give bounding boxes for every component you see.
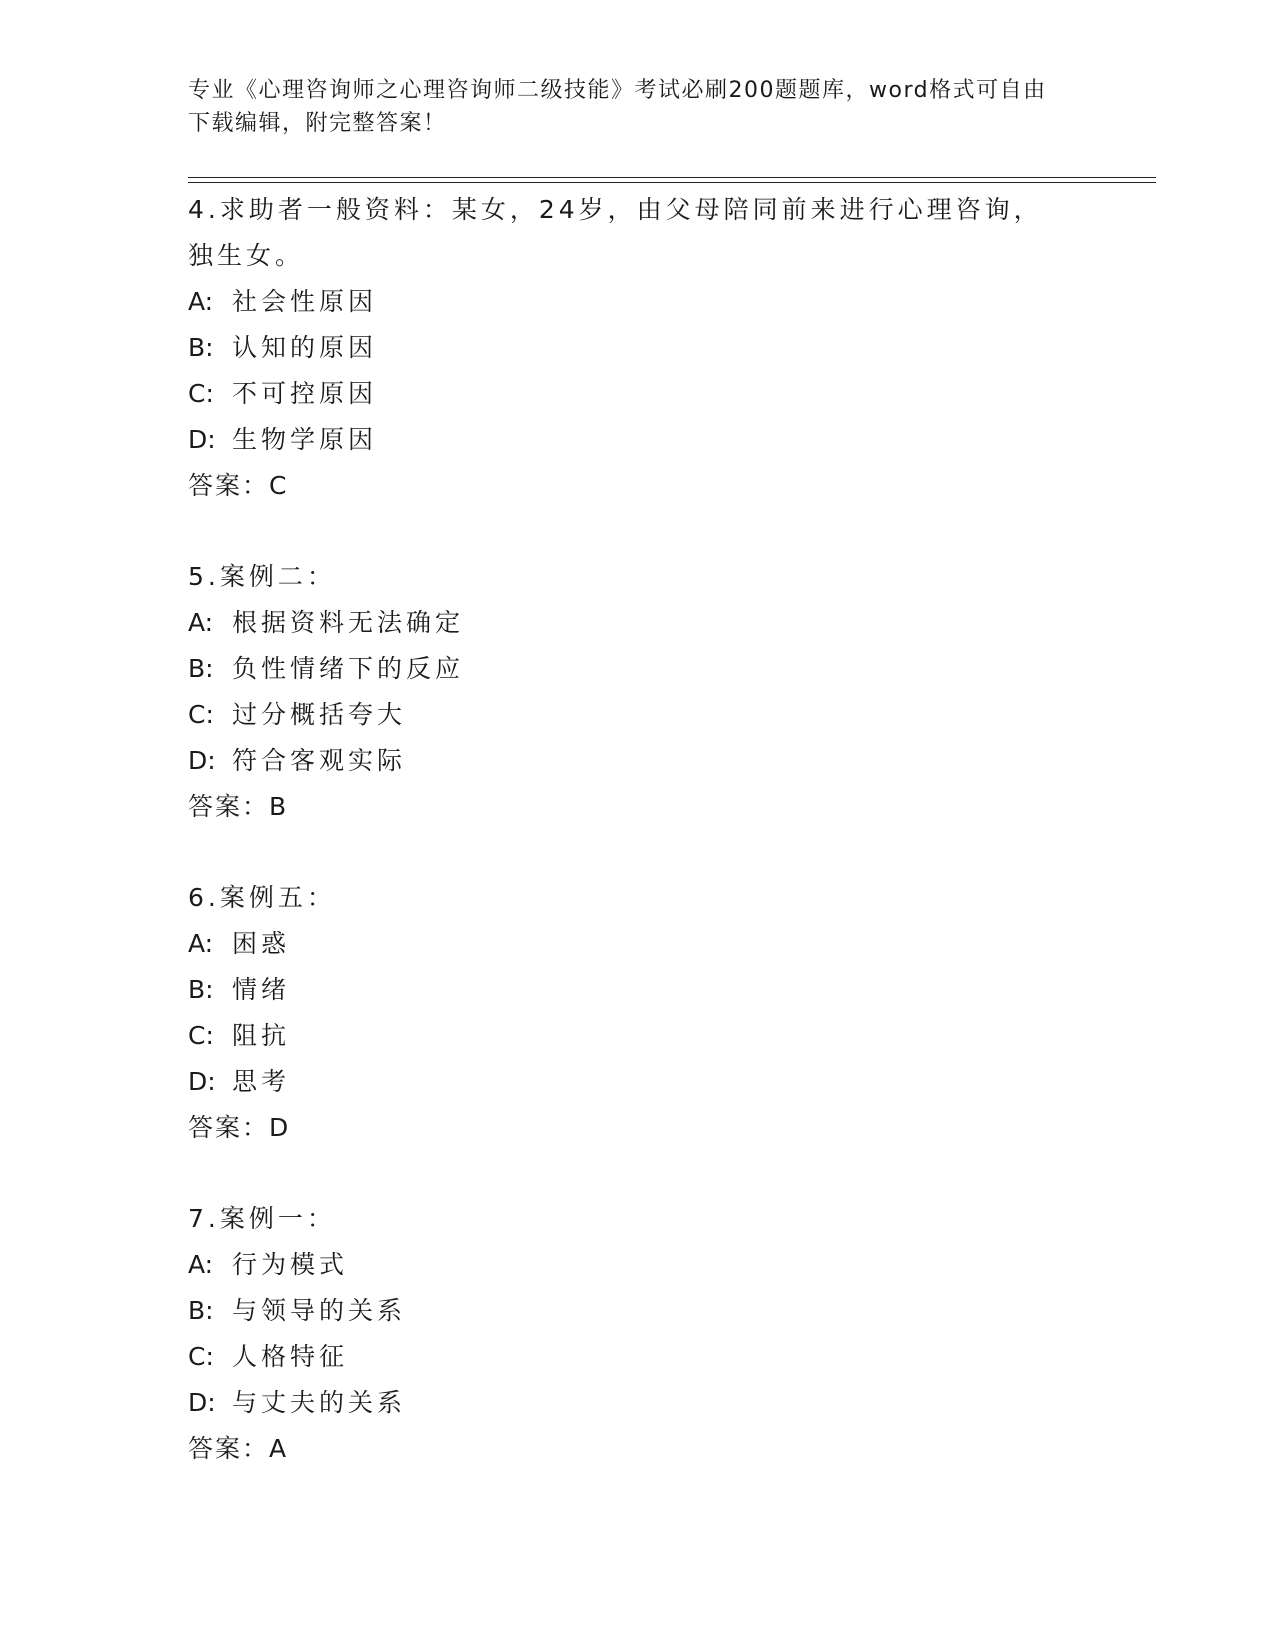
question-stem: 5.案例二： <box>188 562 336 591</box>
question-list <box>188 187 1088 1472</box>
option-c <box>188 1334 1088 1380</box>
option-key: C: <box>188 379 214 408</box>
question-7 <box>188 1196 1088 1472</box>
option-key: C: <box>188 1021 214 1050</box>
option-text: 根据资料无法确定 <box>232 608 465 637</box>
answer-value: B <box>269 792 287 821</box>
option-a <box>188 1242 1088 1288</box>
option-text: 负性情绪下的反应 <box>232 654 465 683</box>
option-a <box>188 600 1088 646</box>
answer-value: D <box>269 1113 289 1142</box>
option-text: 社会性原因 <box>232 287 378 316</box>
option-d <box>188 738 1088 784</box>
option-key: B: <box>188 333 214 362</box>
option-a <box>188 921 1088 967</box>
option-d <box>188 1059 1088 1105</box>
answer-label: 答案： <box>188 1434 270 1463</box>
header-divider-top <box>188 177 1156 178</box>
option-text: 阻抗 <box>232 1021 291 1050</box>
answer-line <box>188 463 1088 509</box>
option-key: D: <box>188 425 216 454</box>
answer-value: A <box>269 1434 287 1463</box>
option-text: 人格特征 <box>232 1342 349 1371</box>
answer-label: 答案： <box>188 792 270 821</box>
option-a <box>188 279 1088 325</box>
question-6 <box>188 875 1088 1151</box>
option-d <box>188 1380 1088 1426</box>
option-key: A: <box>188 287 214 316</box>
option-d <box>188 417 1088 463</box>
document-intro: 专业《心理咨询师之心理咨询师二级技能》考试必刷200题题库，word格式可自由下载编辑，附完整答案！ <box>188 78 1047 136</box>
option-text: 思考 <box>232 1067 291 1096</box>
answer-line <box>188 784 1088 830</box>
option-text: 过分概括夸大 <box>232 700 407 729</box>
answer-line <box>188 1105 1088 1151</box>
option-b <box>188 1288 1088 1334</box>
option-text: 生物学原因 <box>232 425 378 454</box>
option-key: A: <box>188 1250 214 1279</box>
question-stem: 7.案例一： <box>188 1204 336 1233</box>
option-key: B: <box>188 1296 214 1325</box>
option-key: C: <box>188 700 214 729</box>
option-text: 与丈夫的关系 <box>232 1388 407 1417</box>
answer-value: C <box>269 471 287 500</box>
option-c <box>188 371 1088 417</box>
question-stem: 4.求助者一般资料：某女，24岁，由父母陪同前来进行心理咨询，独生女。 <box>188 195 1043 270</box>
option-text: 认知的原因 <box>232 333 378 362</box>
answer-label: 答案： <box>188 471 270 500</box>
option-key: B: <box>188 975 214 1004</box>
option-key: D: <box>188 746 216 775</box>
option-c <box>188 1013 1088 1059</box>
header-divider-bottom <box>188 182 1156 183</box>
option-b <box>188 646 1088 692</box>
option-key: C: <box>188 1342 214 1371</box>
option-key: B: <box>188 654 214 683</box>
answer-label: 答案： <box>188 1113 270 1142</box>
option-text: 行为模式 <box>232 1250 349 1279</box>
option-key: A: <box>188 929 214 958</box>
question-4 <box>188 187 1088 509</box>
answer-line <box>188 1426 1088 1472</box>
option-text: 不可控原因 <box>232 379 378 408</box>
option-c <box>188 692 1088 738</box>
option-b <box>188 967 1088 1013</box>
question-stem: 6.案例五： <box>188 883 336 912</box>
option-key: D: <box>188 1067 216 1096</box>
option-text: 情绪 <box>232 975 291 1004</box>
question-5 <box>188 554 1088 830</box>
option-key: A: <box>188 608 214 637</box>
option-b <box>188 325 1088 371</box>
option-key: D: <box>188 1388 216 1417</box>
option-text: 符合客观实际 <box>232 746 407 775</box>
option-text: 与领导的关系 <box>232 1296 407 1325</box>
option-text: 困惑 <box>232 929 291 958</box>
